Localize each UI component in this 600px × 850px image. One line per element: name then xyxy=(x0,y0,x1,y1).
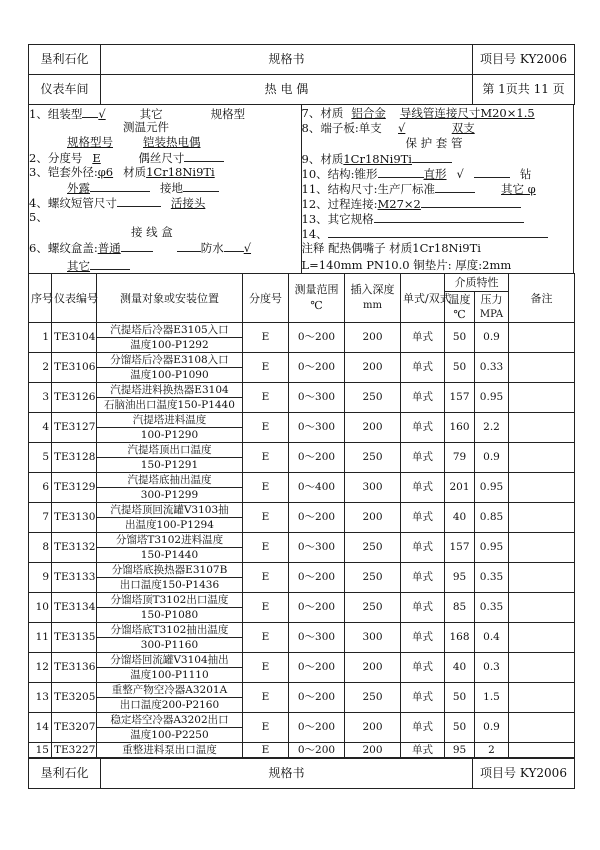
row-temp: 157 xyxy=(445,533,475,563)
row-graduation: E xyxy=(243,593,289,623)
col-desc: 测量对象或安装位置 xyxy=(97,274,243,323)
row-desc-line2: 温度100-P1090 xyxy=(97,368,243,383)
row-desc: 分馏塔后冷器E3108入口 xyxy=(97,353,243,368)
spec-line-graduation: 2、分度号 E 偶丝尺寸 xyxy=(29,150,224,166)
row-seq: 2 xyxy=(29,353,52,383)
row-graduation: E xyxy=(243,623,289,653)
row-depth: 200 xyxy=(345,353,401,383)
spec-area xyxy=(28,105,574,257)
table-row xyxy=(29,503,575,518)
row-type: 单式 xyxy=(401,683,445,713)
row-graduation: E xyxy=(243,533,289,563)
row-graduation: E xyxy=(243,473,289,503)
table-row xyxy=(29,563,575,578)
row-depth: 250 xyxy=(345,383,401,413)
row-tag: TE3130 xyxy=(52,503,97,533)
row-depth: 300 xyxy=(345,623,401,653)
spec-line-model: 规格型号 铠装热电偶 xyxy=(67,135,201,149)
project-number: 项目号 KY2006 xyxy=(473,45,575,75)
row-temp: 95 xyxy=(445,563,475,593)
row-graduation: E xyxy=(243,353,289,383)
row-type: 单式 xyxy=(401,563,445,593)
table-row xyxy=(29,323,575,338)
row-tag: TE3136 xyxy=(52,653,97,683)
row-type: 单式 xyxy=(401,473,445,503)
spec-line-5: 5、 xyxy=(29,210,48,224)
row-note xyxy=(509,413,575,443)
table-row xyxy=(29,353,575,368)
row-desc: 汽提塔顶出口温度 xyxy=(97,443,243,458)
row-range: 0～300 xyxy=(289,533,345,563)
junction-box-title: 接 线 盒 xyxy=(131,225,173,239)
row-graduation: E xyxy=(243,743,289,758)
row-graduation: E xyxy=(243,413,289,443)
row-note xyxy=(509,593,575,623)
row-press: 0.95 xyxy=(475,533,509,563)
row-press: 0.85 xyxy=(475,503,509,533)
spec-line-14: 14、 xyxy=(302,226,548,242)
row-press: 2 xyxy=(475,743,509,758)
row-seq: 8 xyxy=(29,533,52,563)
row-seq: 11 xyxy=(29,623,52,653)
row-range: 0～200 xyxy=(289,353,345,383)
row-desc: 分馏塔顶T3102出口温度 xyxy=(97,593,243,608)
row-temp: 85 xyxy=(445,593,475,623)
row-temp: 168 xyxy=(445,623,475,653)
row-note xyxy=(509,533,575,563)
row-desc: 汽提塔顶回流罐V3103抽 xyxy=(97,503,243,518)
row-seq: 1 xyxy=(29,323,52,353)
row-temp: 40 xyxy=(445,653,475,683)
row-temp: 50 xyxy=(445,683,475,713)
row-desc: 汽提塔进料换热器E3104 xyxy=(97,383,243,398)
spec-right xyxy=(302,105,574,257)
table-row xyxy=(29,533,575,548)
row-desc: 稳定塔空冷器A3202出口 xyxy=(97,713,243,728)
spec-line-material: 7、材质 铝合金 导线管连接尺寸M20×1.5 xyxy=(301,106,535,120)
row-press: 0.35 xyxy=(475,563,509,593)
row-graduation: E xyxy=(243,503,289,533)
spec-line-structure: 10、结构:锥形 直形 √ 钻 xyxy=(301,167,532,181)
footer-project-number: 项目号 KY2006 xyxy=(473,759,575,789)
row-desc: 重整进料泵出口温度 xyxy=(97,743,243,758)
row-desc-line2: 300-P1160 xyxy=(97,638,243,653)
spec-line-cover: 6、螺纹盒盖:普通 防水 √ xyxy=(29,241,252,255)
header-table xyxy=(28,44,575,105)
row-note xyxy=(509,563,575,593)
row-temp: 79 xyxy=(445,443,475,473)
spec-line-cover-other: 其它 xyxy=(67,258,130,274)
thermocouple-table xyxy=(28,273,575,758)
row-desc: 重整产物空冷器A3201A xyxy=(97,683,243,698)
row-graduation: E xyxy=(243,713,289,743)
row-tag: TE3207 xyxy=(52,713,97,743)
row-seq: 7 xyxy=(29,503,52,533)
row-type: 单式 xyxy=(401,443,445,473)
row-desc-line2: 150-P1440 xyxy=(97,548,243,563)
item-name: 热 电 偶 xyxy=(101,75,473,105)
row-type: 单式 xyxy=(401,743,445,758)
row-depth: 250 xyxy=(345,443,401,473)
row-note xyxy=(509,713,575,743)
row-tag: TE3134 xyxy=(52,593,97,623)
row-desc-line2: 150-P1080 xyxy=(97,608,243,623)
row-range: 0～300 xyxy=(289,623,345,653)
table-row xyxy=(29,743,575,758)
row-range: 0～400 xyxy=(289,473,345,503)
row-range: 0～200 xyxy=(289,683,345,713)
spec-line-connection: 12、过程连接:M27×2 xyxy=(302,196,521,212)
row-graduation: E xyxy=(243,683,289,713)
col-press: 压力 MPA xyxy=(475,292,509,323)
table-row xyxy=(29,593,575,608)
row-press: 0.4 xyxy=(475,623,509,653)
col-graduation: 分度号 xyxy=(243,274,289,323)
row-temp: 95 xyxy=(445,743,475,758)
spec-line-note: 注释 配热偶嘴子 材质1Cr18Ni9Ti xyxy=(301,241,481,255)
row-temp: 160 xyxy=(445,413,475,443)
row-depth: 200 xyxy=(345,503,401,533)
row-range: 0～200 xyxy=(289,653,345,683)
row-type: 单式 xyxy=(401,623,445,653)
row-tag: TE3126 xyxy=(52,383,97,413)
footer-company: 垦利石化 xyxy=(29,759,101,789)
row-desc-line2: 温度100-P1292 xyxy=(97,338,243,353)
protective-tube-title: 保 护 套 管 xyxy=(405,136,463,150)
row-type: 单式 xyxy=(401,533,445,563)
row-graduation: E xyxy=(243,383,289,413)
row-desc: 分馏塔底T3102抽出温度 xyxy=(97,623,243,638)
table-row xyxy=(29,623,575,638)
col-seq: 序号 xyxy=(29,274,52,323)
row-range: 0～200 xyxy=(289,743,345,758)
row-tag: TE3129 xyxy=(52,473,97,503)
row-tag: TE3106 xyxy=(52,353,97,383)
col-medium: 介质特性 xyxy=(445,274,509,292)
col-type: 单式/双式 xyxy=(401,274,445,323)
table-row xyxy=(29,413,575,428)
row-desc: 分馏塔底换热器E3107B xyxy=(97,563,243,578)
company-name: 垦利石化 xyxy=(29,45,101,75)
row-tag: TE3104 xyxy=(52,323,97,353)
row-desc-line2: 300-P1299 xyxy=(97,488,243,503)
row-desc-line2: 出温度100-P1294 xyxy=(97,518,243,533)
table-row xyxy=(29,443,575,458)
col-range: 测量范围 ℃ xyxy=(289,274,345,323)
row-desc-line2: 100-P1290 xyxy=(97,428,243,443)
table-row xyxy=(29,683,575,698)
row-depth: 250 xyxy=(345,593,401,623)
spec-line-gasket: L=140mm PN10.0 铜垫片: 厚度:2mm xyxy=(301,258,512,272)
spec-line-nipple: 4、螺纹短管尺寸 活接头 xyxy=(29,196,206,210)
table-row xyxy=(29,713,575,728)
row-depth: 250 xyxy=(345,563,401,593)
row-graduation: E xyxy=(243,443,289,473)
row-type: 单式 xyxy=(401,413,445,443)
row-desc-line2: 150-P1291 xyxy=(97,458,243,473)
spec-line-assembly: 1、组装型 √ 其它 规格型 xyxy=(29,107,246,121)
row-desc: 汽提塔进料温度 xyxy=(97,413,243,428)
row-range: 0～300 xyxy=(289,413,345,443)
row-press: 2.2 xyxy=(475,413,509,443)
doc-type: 规格书 xyxy=(101,45,473,75)
spec-line-tube-material: 9、材质1Cr18Ni9Ti xyxy=(302,151,452,167)
row-press: 0.3 xyxy=(475,653,509,683)
row-seq: 15 xyxy=(29,743,52,758)
row-temp: 50 xyxy=(445,713,475,743)
row-press: 0.9 xyxy=(475,323,509,353)
workshop: 仪表车间 xyxy=(29,75,101,105)
row-tag: TE3135 xyxy=(52,623,97,653)
col-temp: 温度 ℃ xyxy=(445,292,475,323)
spec-line-terminal: 8、端子板:单支 √ 双支 xyxy=(301,121,475,135)
row-range: 0～200 xyxy=(289,323,345,353)
row-tag: TE3205 xyxy=(52,683,97,713)
row-desc-line2: 出口温度200-P2160 xyxy=(97,698,243,713)
row-depth: 250 xyxy=(345,533,401,563)
footer-doc-type: 规格书 xyxy=(101,759,473,789)
check-mark: √ xyxy=(98,107,106,121)
row-type: 单式 xyxy=(401,323,445,353)
row-press: 0.95 xyxy=(475,473,509,503)
row-seq: 14 xyxy=(29,713,52,743)
check-mark: √ xyxy=(456,167,464,181)
row-type: 单式 xyxy=(401,593,445,623)
row-note xyxy=(509,683,575,713)
row-note xyxy=(509,473,575,503)
row-tag: TE3127 xyxy=(52,413,97,443)
col-note: 备注 xyxy=(509,274,575,323)
row-depth: 200 xyxy=(345,413,401,443)
table-row xyxy=(29,383,575,398)
row-desc-line2: 温度100-P1110 xyxy=(97,668,243,683)
row-desc-line2: 温度100-P2250 xyxy=(97,728,243,743)
row-press: 0.9 xyxy=(475,713,509,743)
row-note xyxy=(509,503,575,533)
row-press: 1.5 xyxy=(475,683,509,713)
row-seq: 13 xyxy=(29,683,52,713)
row-desc: 汽提塔后冷器E3105入口 xyxy=(97,323,243,338)
row-type: 单式 xyxy=(401,503,445,533)
row-temp: 50 xyxy=(445,323,475,353)
row-range: 0～200 xyxy=(289,503,345,533)
row-tag: TE3128 xyxy=(52,443,97,473)
spec-line-dimension: 11、结构尺寸:生产厂标准 其它 φ xyxy=(301,182,536,196)
spec-area-tail xyxy=(28,257,574,273)
row-temp: 201 xyxy=(445,473,475,503)
row-seq: 12 xyxy=(29,653,52,683)
spec-line-exposed: 外露 接地 xyxy=(67,180,219,196)
col-depth: 插入深度 mm xyxy=(345,274,401,323)
page-info: 第 1页共 11 页 xyxy=(473,75,575,105)
row-desc: 汽提塔底抽出温度 xyxy=(97,473,243,488)
table-row xyxy=(29,473,575,488)
row-note xyxy=(509,443,575,473)
row-note xyxy=(509,383,575,413)
row-graduation: E xyxy=(243,323,289,353)
row-type: 单式 xyxy=(401,713,445,743)
row-graduation: E xyxy=(243,563,289,593)
row-press: 0.9 xyxy=(475,443,509,473)
row-tag: TE3132 xyxy=(52,533,97,563)
row-graduation: E xyxy=(243,653,289,683)
row-desc-line2: 出口温度150-P1436 xyxy=(97,578,243,593)
row-depth: 300 xyxy=(345,473,401,503)
row-range: 0～200 xyxy=(289,563,345,593)
row-note xyxy=(509,323,575,353)
row-press: 0.35 xyxy=(475,593,509,623)
spec-line-other: 13、其它规格 xyxy=(302,211,524,227)
row-desc-line2: 石脑油出口温度150-P1440 xyxy=(97,398,243,413)
row-note xyxy=(509,743,575,758)
spec-sheet xyxy=(28,44,574,789)
row-range: 0～200 xyxy=(289,593,345,623)
row-seq: 10 xyxy=(29,593,52,623)
row-type: 单式 xyxy=(401,353,445,383)
row-temp: 157 xyxy=(445,383,475,413)
row-depth: 200 xyxy=(345,653,401,683)
row-note xyxy=(509,623,575,653)
row-depth: 200 xyxy=(345,743,401,758)
row-depth: 200 xyxy=(345,323,401,353)
row-seq: 9 xyxy=(29,563,52,593)
spec-line-sheath: 3、铠套外径:φ6 材质1Cr18Ni9Ti xyxy=(29,165,215,179)
row-seq: 6 xyxy=(29,473,52,503)
spec-line-element: 测温元件 xyxy=(123,120,169,134)
row-press: 0.95 xyxy=(475,383,509,413)
row-type: 单式 xyxy=(401,383,445,413)
row-depth: 250 xyxy=(345,683,401,713)
row-seq: 3 xyxy=(29,383,52,413)
row-note xyxy=(509,653,575,683)
row-temp: 40 xyxy=(445,503,475,533)
row-desc: 分馏塔回流罐V3104抽出 xyxy=(97,653,243,668)
spec-left xyxy=(29,105,302,257)
row-tag: TE3227 xyxy=(52,743,97,758)
row-range: 0～200 xyxy=(289,713,345,743)
table-row xyxy=(29,653,575,668)
row-depth: 200 xyxy=(345,713,401,743)
row-tag: TE3133 xyxy=(52,563,97,593)
row-type: 单式 xyxy=(401,653,445,683)
row-note xyxy=(509,353,575,383)
row-press: 0.33 xyxy=(475,353,509,383)
row-desc: 分馏塔T3102进料温度 xyxy=(97,533,243,548)
row-seq: 5 xyxy=(29,443,52,473)
row-range: 0～200 xyxy=(289,443,345,473)
row-seq: 4 xyxy=(29,413,52,443)
footer-table xyxy=(28,758,575,789)
table-body xyxy=(29,323,575,758)
row-temp: 50 xyxy=(445,353,475,383)
col-tag: 仪表编号 xyxy=(52,274,97,323)
row-range: 0～300 xyxy=(289,383,345,413)
